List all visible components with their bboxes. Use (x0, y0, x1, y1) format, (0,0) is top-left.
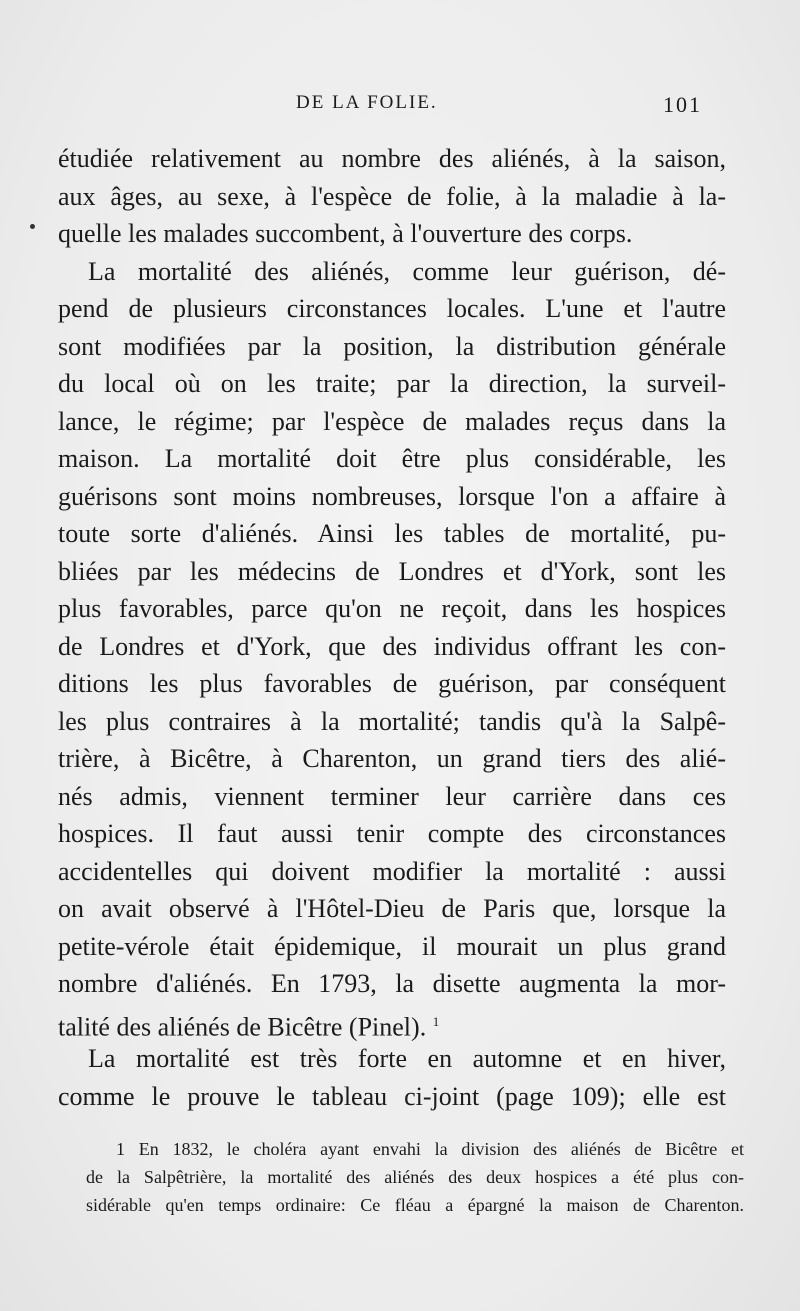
page-number: 101 (663, 92, 702, 117)
text-line: ditions les plus favorables de guérison, par conséquent (58, 669, 726, 698)
footnote-reference: 1 (432, 1013, 440, 1029)
text-line-content: talité des aliénés de Bicêtre (Pinel). (58, 1012, 427, 1042)
text-line (58, 1003, 726, 1041)
text-line: lance, le régime; par l'espèce de malades reçus dans la (58, 406, 726, 436)
text-line: nés admis, viennent terminer leur carrière dans ces (58, 781, 726, 811)
text-line: toute sorte d'aliénés. Ainsi les tables de mortalité, pu- (58, 519, 726, 548)
text-line: plus favorables, parce qu'on ne reçoit, dans les hospices (58, 594, 726, 623)
text-line: maison. La mortalité doit être plus considérable, les (58, 444, 726, 473)
text-line: nombre d'aliénés. En 1793, la disette augmenta la mor- (58, 969, 726, 998)
margin-mark (30, 224, 35, 229)
text-line: les plus contraires à la mortalité; tandis qu'à la Salpê- (58, 706, 726, 736)
text-line: étudiée relativement au nombre des aliénés, à la saison, (58, 144, 726, 173)
text-line: guérisons sont moins nombreuses, lorsque l'on a affaire à (58, 481, 726, 511)
text-line: quelle les malades succombent, à l'ouverture des corps. (58, 219, 633, 248)
text-line: petite-vérole était épidemique, il mourait un plus grand (58, 931, 726, 961)
text-line: accidentelles qui doivent modifier la mortalité : aussi (58, 856, 726, 886)
page-header (60, 92, 702, 132)
footnote-line: 1 En 1832, le choléra ayant envahi la division des aliénés de Bicêtre et (116, 1139, 744, 1159)
text-line: sont modifiées par la position, la distribution générale (58, 331, 726, 361)
text-line: hospices. Il faut aussi tenir compte des circonstances (58, 819, 726, 848)
running-title: DE LA FOLIE. (296, 92, 438, 113)
footnote-block (86, 1135, 744, 1219)
text-line: comme le prouve le tableau ci-joint (page 109); elle est (58, 1081, 726, 1111)
text-line: bliées par les médecins de Londres et d'York, sont les (58, 556, 726, 586)
footnote-line: de la Salpêtrière, la mortalité des aliénés des deux hospices a été plus con- (86, 1167, 744, 1187)
text-line: trière, à Bicêtre, à Charenton, un grand tiers des alié- (58, 744, 726, 773)
footnote-line: sidérable qu'en temps ordinaire: Ce fléau a épargné la maison de Charenton. (86, 1195, 744, 1215)
text-line: pend de plusieurs circonstances locales. L'une et l'autre (58, 294, 726, 323)
text-line: aux âges, au sexe, à l'espèce de folie, à la maladie à la- (58, 181, 726, 211)
text-line: La mortalité des aliénés, comme leur guérison, dé- (88, 256, 726, 286)
body-text (58, 140, 726, 1115)
text-line: du local où on les traite; par la direction, la surveil- (58, 369, 726, 398)
text-line: de Londres et d'York, que des individus offrant les con- (58, 631, 726, 661)
text-line: on avait observé à l'Hôtel-Dieu de Paris que, lorsque la (58, 894, 726, 923)
text-line: La mortalité est très forte en automne et en hiver, (88, 1044, 726, 1073)
